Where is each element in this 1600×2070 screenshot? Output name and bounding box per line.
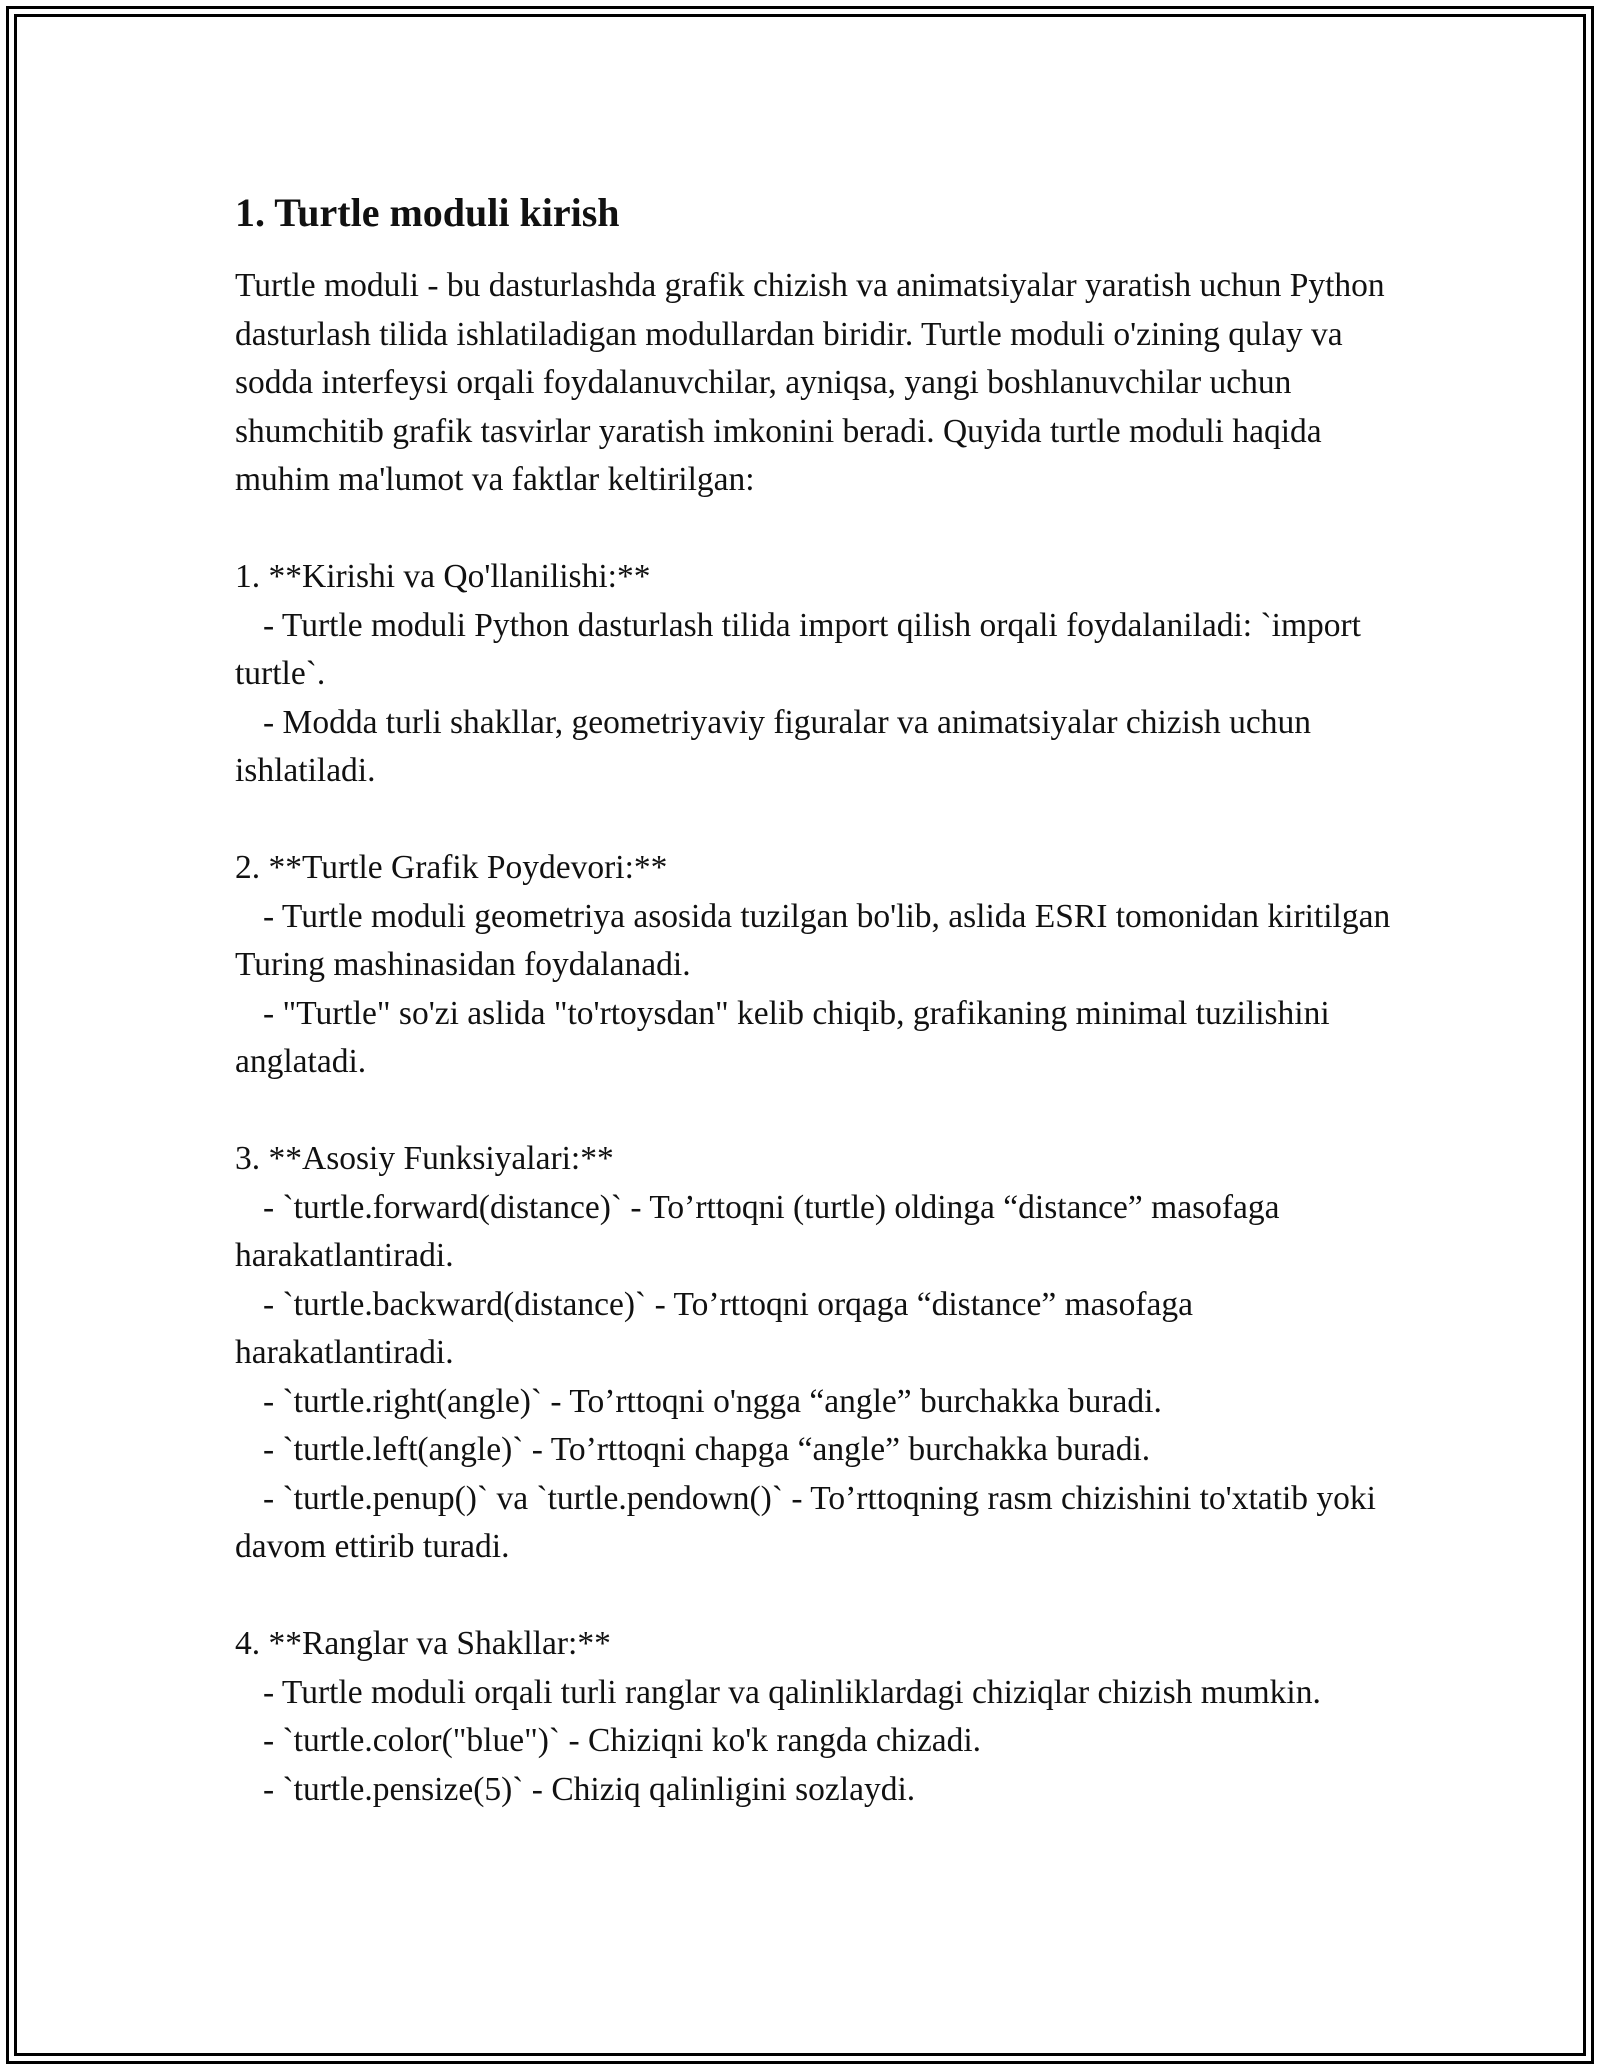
list-item: - `turtle.pensize(5)` - Chiziq qalinligini sozlaydi. (263, 1770, 916, 1808)
list-item: - Turtle moduli Python dasturlash tilida import qilish orqali foydalaniladi: `import turtle`. (235, 606, 1370, 692)
list-item: - `turtle.penup()` va `turtle.pendown()` - To’rttoqning rasm chizishini to'xtatib yoki davom ettirib turadi. (235, 1479, 1385, 1565)
spacer (235, 505, 1395, 554)
intro-paragraph: Turtle moduli - bu dasturlashda grafik chizish va animatsiyalar yaratish uchun Python dasturlash tilida ishlatiladigan modullardan biridir. Turtle moduli o'zining qulay va sodda interfeysi orqali foydalanuvchilar, ayniqsa, yangi boshlanuvchilar uchun shumchitib grafik tasvirlar yaratish imkonini beradi. Quyida turtle moduli haqida muhim ma'lumot va faktlar keltirilgan: (235, 267, 1385, 498)
list-item: - `turtle.backward(distance)` - To’rttoqni orqaga “distance” masofaga harakatlantiradi. (235, 1285, 1202, 1371)
list-item: - `turtle.left(angle)` - To’rttoqni chapga “angle” burchakka buradi. (263, 1431, 1151, 1468)
list-item: - `turtle.right(angle)` - To’rttoqni o'ngga “angle” burchakka buradi. (263, 1382, 1162, 1420)
section-title: 1. **Kirishi va Qo'llanilishi:** (235, 558, 651, 595)
document-heading: 1. Turtle moduli kirish (235, 190, 620, 235)
section-3 (235, 1135, 1395, 1572)
list-item: - Turtle moduli geometriya asosida tuzilgan bo'lib, aslida ESRI tomonidan kiritilgan Turing mashinasidan foydalanadi. (235, 897, 1399, 983)
section-4 (235, 1620, 1395, 1814)
list-item: - `turtle.color("blue")` - Chiziqni ko'k rangda chizadi. (263, 1722, 982, 1759)
list-item: - Turtle moduli orqali turli ranglar va qalinliklardagi chiziqlar chizish mumkin. (263, 1673, 1321, 1711)
spacer (235, 796, 1395, 845)
document-body (235, 186, 1399, 1814)
section-1 (235, 553, 1395, 796)
spacer (235, 1087, 1395, 1136)
section-2 (235, 844, 1399, 1087)
list-item: - Modda turli shakllar, geometriyaviy figuralar va animatsiyalar chizish uchun ishlatiladi. (235, 703, 1320, 789)
section-title: 2. **Turtle Grafik Poydevori:** (235, 849, 668, 886)
list-item: - `turtle.forward(distance)` - To’rttoqni (turtle) oldinga “distance” masofaga harakatlantiradi. (235, 1188, 1288, 1274)
list-item: - "Turtle" so'zi aslida "to'rtoysdan" kelib chiqib, grafikaning minimal tuzilishini anglatadi. (235, 994, 1339, 1080)
spacer (235, 1572, 1395, 1621)
section-title: 3. **Asosiy Funksiyalari:** (235, 1140, 614, 1177)
section-title: 4. **Ranglar va Shakllar:** (235, 1625, 611, 1662)
